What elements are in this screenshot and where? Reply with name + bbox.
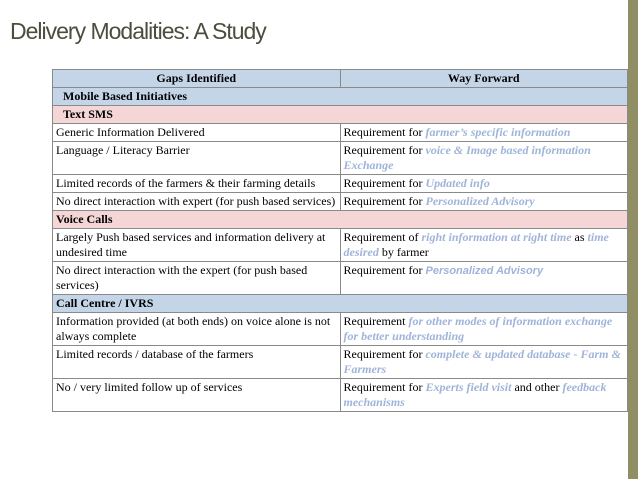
- section-sms: Text SMS: [53, 106, 628, 124]
- section-row-voice: [53, 211, 628, 229]
- way-text: as: [571, 230, 588, 244]
- header-gaps: Gaps Identified: [53, 70, 341, 88]
- section-row-call: [53, 295, 628, 313]
- slide-title: Delivery Modalities: A Study: [10, 18, 266, 44]
- slide-edge-band: [628, 0, 638, 479]
- gap-cell: No direct interaction with the expert (for push based services): [53, 262, 341, 295]
- way-highlight: Personalized Advisory: [425, 194, 535, 208]
- table-row: [53, 193, 628, 211]
- table-row: [53, 229, 628, 262]
- way-text: Requirement for: [343, 263, 426, 277]
- way-text: Requirement for: [343, 176, 426, 190]
- table-row: [53, 313, 628, 346]
- way-cell: [340, 142, 628, 175]
- section-row-mobile: [53, 88, 628, 106]
- way-highlight: Experts field visit: [425, 380, 512, 394]
- table-row: [53, 379, 628, 412]
- gap-cell: Generic Information Delivered: [53, 124, 341, 142]
- way-cell: [340, 262, 628, 295]
- way-highlight: complete & updated database - Farm & Farmers: [343, 347, 621, 376]
- way-text: Requirement for: [343, 347, 426, 361]
- way-cell: [340, 313, 628, 346]
- way-text: Requirement for: [343, 380, 426, 394]
- way-highlight: right information at right time: [421, 230, 572, 244]
- table-row: [53, 346, 628, 379]
- way-text: Requirement: [343, 314, 409, 328]
- section-row-sms: [53, 106, 628, 124]
- way-text: Requirement for: [343, 143, 426, 157]
- way-text: Requirement for: [343, 194, 426, 208]
- way-highlight: farmer’s specific information: [425, 125, 571, 139]
- way-cell: [340, 193, 628, 211]
- section-call: Call Centre / IVRS: [53, 295, 628, 313]
- way-highlight: voice & Image based information Exchange: [343, 143, 591, 172]
- gap-cell: Limited records / database of the farmers: [53, 346, 341, 379]
- way-text: Requirement for: [343, 125, 426, 139]
- table-row: [53, 262, 628, 295]
- way-highlight: time desired: [343, 230, 609, 259]
- way-cell: [340, 346, 628, 379]
- table-header-row: [53, 70, 628, 88]
- table-row: [53, 175, 628, 193]
- way-highlight: feedback mechanisms: [343, 380, 607, 409]
- way-highlight: Updated info: [425, 176, 490, 190]
- gap-cell: No / very limited follow up of services: [53, 379, 341, 412]
- way-cell: [340, 229, 628, 262]
- table-row: [53, 124, 628, 142]
- way-cell: [340, 379, 628, 412]
- gap-cell: Language / Literacy Barrier: [53, 142, 341, 175]
- way-cell: [340, 175, 628, 193]
- section-voice: Voice Calls: [53, 211, 628, 229]
- gap-cell: Limited records of the farmers & their farming details: [53, 175, 341, 193]
- section-mobile: Mobile Based Initiatives: [53, 88, 628, 106]
- gap-cell: Largely Push based services and information delivery at undesired time: [53, 229, 341, 262]
- study-table: [52, 69, 628, 412]
- gap-cell: Information provided (at both ends) on voice alone is not always complete: [53, 313, 341, 346]
- header-way-forward: Way Forward: [340, 70, 628, 88]
- gap-cell: No direct interaction with expert (for push based services): [53, 193, 341, 211]
- way-text: Requirement of: [343, 230, 422, 244]
- way-cell: [340, 124, 628, 142]
- way-highlight: Personalized Advisory: [425, 265, 544, 277]
- way-text: by farmer: [378, 245, 429, 259]
- table-row: [53, 142, 628, 175]
- way-text: and other: [511, 380, 563, 394]
- way-highlight: for other modes of information exchange for better understanding: [343, 314, 613, 343]
